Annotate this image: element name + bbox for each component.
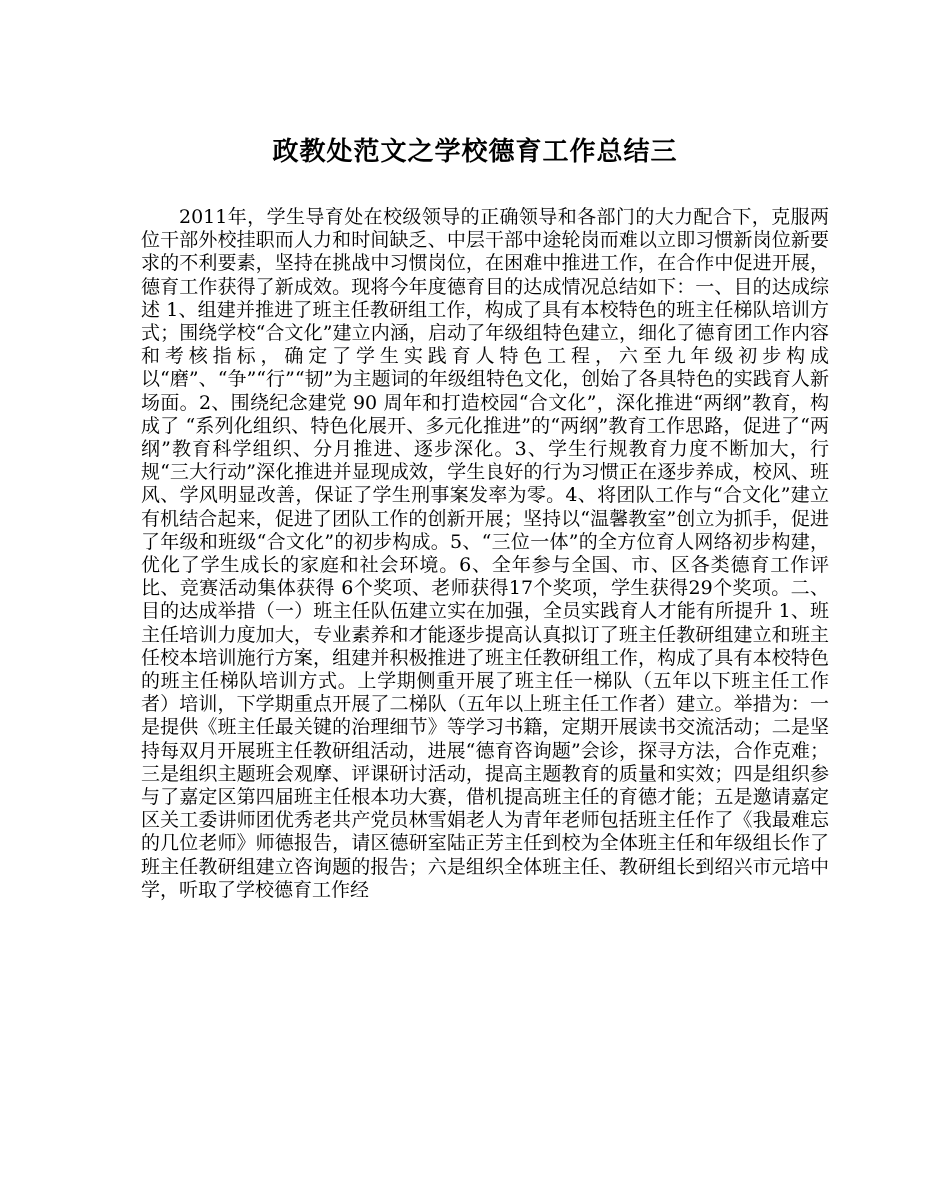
document-title: 政教处范文之学校德育工作总结三: [272, 137, 678, 167]
document-body-paragraph: 2011年，学生导育处在校级领导的正确领导和各部门的大力配合下，克服两位干部外校挂职而人力和时间缺乏、中层干部中途轮岗而难以立即习惯新岗位新要求的不利要素，坚持在挑战中习惯岗位，在困难中推进工作，在合作中促进开展，德育工作获得了新成效。现将今年度德育目的达成情况总结如下：一、目的达成综述 1、组建并推进了班主任教研组工作，构成了具有本校特色的班主任梯队培训方式；围绕学校“合文化”建立内涵，启动了年级组特色建立，细化了德育团工作内容和考核指标，确定了学生实践育人特色工程，六至九年级初步构成以“磨”、“争”“行”“韧”为主题词的年级组特色文化，创始了各具特色的实践育人新场面。2、围绕纪念建党 90 周年和打造校园“合文化”，深化推进“两纲”教育，构成了 “系列化组织、特色化展开、多元化推进”的“两纲”教育工作思路，促进了“两纲”教育科学组织、分月推进、逐步深化。3、学生行规教育力度不断加大，行规“三大行动”深化推进并显现成效，学生良好的行为习惯正在逐步养成，校风、班风、学风明显改善，保证了学生刑事案发率为零。4、将团队工作与“合文化”建立有机结合起来，促进了团队工作的创新开展；坚持以“温馨教室”创立为抓手，促进了年级和班级“合文化”的初步构成。5、“三位一体”的全方位育人网络初步构建，优化了学生成长的家庭和社会环境。6、全年参与全国、市、区各类德育工作评比、竞赛活动集体获得 6个奖项、老师获得17个奖项，学生获得29个奖项。二、目的达成举措（一）班主任队伍建立实在加强，全员实践育人才能有所提升 1、班主任培训力度加大，专业素养和才能逐步提高认真拟订了班主任教研组建立和班主任校本培训施行方案，组建并积极推进了班主任教研组工作，构成了具有本校特色的班主任梯队培训方式。上学期侧重开展了班主任一梯队（五年以下班主任工作者）培训，下学期重点开展了二梯队（五年以上班主任工作者）建立。举措为：一是提供《班主任最关键的治理细节》等学习书籍，定期开展读书交流活动；二是坚持每双月开展班主任教研组活动，进展“德育咨询题”会诊，探寻方法，合作克难；三是组织主题班会观摩、评课研讨活动，提高主题教育的质量和实效；四是组织参与了嘉定区第四届班主任根本功大赛，借机提高班主任的育德才能；五是邀请嘉定区关工委讲师团优秀老共产党员林雪娟老人为青年老师包括班主任作了《我最难忘的几位老师》师德报告，请区德研室陆正芳主任到校为全体班主任和年级组长作了班主任教研组建立咨询题的报告；六是组织全体班主任、教研组长到绍兴市元培中学，听取了学校德育工作经: [141, 206, 829, 901]
